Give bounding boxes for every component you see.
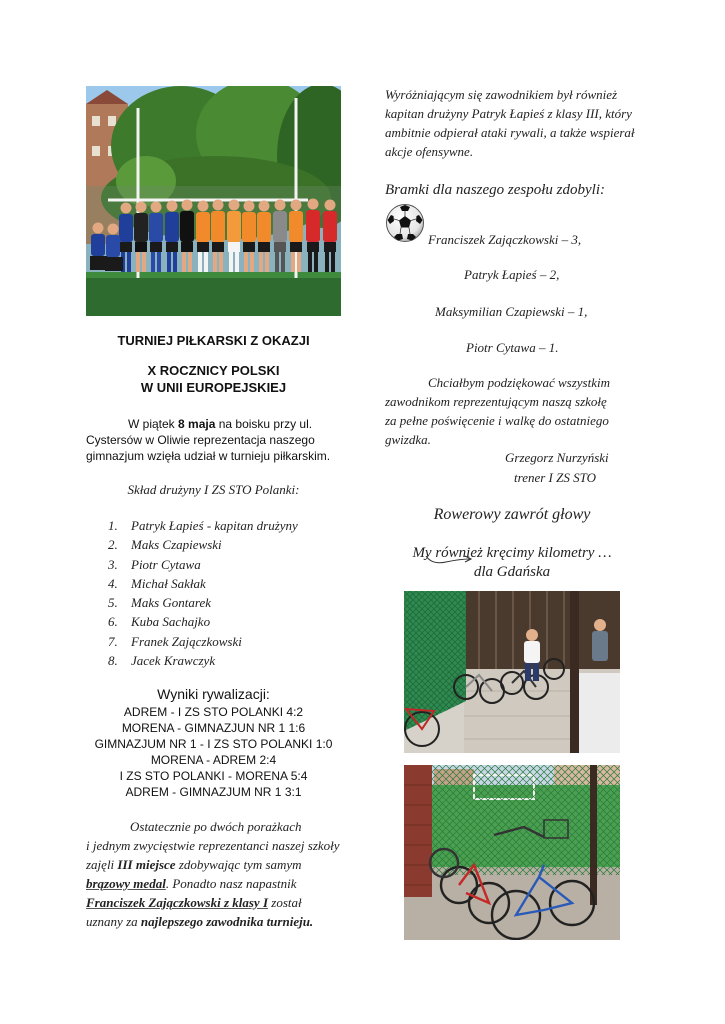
list-item <box>108 516 298 535</box>
list-item <box>108 593 298 612</box>
intro-line2: Cystersów w Oliwie reprezentacja naszego <box>86 433 315 447</box>
paragraph-line: zawodnikom reprezentującym naszą szkołę <box>385 394 607 409</box>
results-heading: Wyniki rywalizacji: <box>157 686 270 702</box>
summary-text: został <box>268 895 302 910</box>
medal-highlight: brązowy medal <box>86 876 166 891</box>
intro-line3: gimnazjum wzięła udział w turnieju piłkarskim. <box>86 449 331 463</box>
striker-highlight: Franciszek Zajączkowski z klasy I <box>86 895 269 910</box>
match-result: MORENA - GIMNAZJUN NR 1 1:6 <box>121 721 306 735</box>
article-title-line3: W UNII EUROPEJSKIEJ <box>140 380 287 395</box>
match-result: ADREM - I ZS STO POLANKI 4:2 <box>123 705 304 719</box>
list-item <box>108 574 298 593</box>
match-result: ADREM - GIMNAZJUM NR 1 3:1 <box>125 785 302 799</box>
paragraph-line: za pełne poświęcenie i walkę do ostatniego <box>385 413 609 428</box>
paragraph-line: ambitnie odpierał ataki rywali, a także wspierał <box>385 125 635 140</box>
scorer-item: Maksymilian Czapiewski – 1, <box>435 304 588 319</box>
squad-list <box>108 516 298 670</box>
match-result: I ZS STO POLANKI - MORENA 5:4 <box>119 769 308 783</box>
summary-line <box>86 855 340 874</box>
list-item <box>108 632 298 651</box>
thanks-paragraph <box>385 373 610 449</box>
paragraph-line: Wyróżniającym się zawodnikiem był również <box>385 87 618 102</box>
intro-text: W piątek <box>128 417 179 431</box>
bike-subtitle-line1: My również kręcimy kilometry … <box>412 545 612 561</box>
player-name: Franek Zajączkowski <box>131 633 242 649</box>
results-list <box>76 704 351 800</box>
player-name: Michał Sakłak <box>131 575 206 591</box>
summary-paragraph <box>86 817 340 931</box>
match-result: MORENA - ADREM 2:4 <box>150 753 277 767</box>
place-highlight: III miejsce <box>117 857 176 872</box>
list-item <box>108 535 298 554</box>
player-name: Piotr Cytawa <box>131 556 201 572</box>
team-photo <box>86 86 341 316</box>
scorer-item: Franciszek Zajączkowski – 3, <box>428 232 582 247</box>
summary-line <box>86 874 340 893</box>
intro-text: na boisku przy ul. <box>215 417 313 431</box>
summary-line: i jednym zwycięstwie reprezentanci naszej szkoły <box>86 838 340 853</box>
best-player-highlight: najlepszego zawodnika turnieju. <box>140 914 314 929</box>
summary-line: Ostatecznie po dwóch porażkach <box>130 819 302 834</box>
article-title-line2: X ROCZNICY POLSKI <box>147 363 280 378</box>
match-result: GIMNAZJUM NR 1 - I ZS STO POLANKI 1:0 <box>94 737 333 751</box>
squad-heading: Skład drużyny I ZS STO Polanki: <box>127 482 300 497</box>
bikes-photo-courtyard <box>404 591 620 753</box>
player-name: Maks Gontarek <box>131 595 212 611</box>
paragraph-line: akcje ofensywne. <box>385 144 474 159</box>
summary-text: zajęli <box>86 857 118 872</box>
summary-text: . Ponadto nasz napastnik <box>165 876 297 891</box>
intro-line1 <box>128 416 312 432</box>
intro-date: 8 maja <box>178 417 216 431</box>
arrow-doodle-icon <box>424 553 476 567</box>
paragraph-line: gwizdka. <box>385 432 431 447</box>
list-item <box>108 651 298 670</box>
scorers-heading: Bramki dla naszego zespołu zdobyli: <box>385 182 605 198</box>
soccer-ball-icon <box>385 203 425 243</box>
list-item <box>108 555 298 574</box>
signature-name: Grzegorz Nurzyński <box>505 450 609 465</box>
highlight-paragraph <box>385 85 635 161</box>
summary-line <box>86 912 340 931</box>
bike-subtitle-line2: dla Gdańska <box>473 564 551 580</box>
list-number: 1. <box>108 518 118 533</box>
list-number: 5. <box>108 595 118 611</box>
summary-line <box>86 893 340 912</box>
list-number: 8. <box>108 653 118 669</box>
article-title-line1: TURNIEJ PIŁKARSKI Z OKAZJI <box>117 333 310 348</box>
signature-role: trener I ZS STO <box>514 470 596 485</box>
player-name: Jacek Krawczyk <box>131 653 216 669</box>
list-number: 3. <box>108 556 118 572</box>
paragraph-line: kapitan drużyny Patryk Łapieś z klasy III, który <box>385 106 632 121</box>
scorer-item: Patryk Łapieś – 2, <box>464 267 560 282</box>
player-name: Kuba Sachajko <box>131 614 211 630</box>
summary-text: zdobywając tym samym <box>175 857 302 872</box>
list-number: 2. <box>108 537 118 553</box>
list-number: 4. <box>108 575 118 591</box>
list-item <box>108 612 298 631</box>
paragraph-line: Chciałbym podziękować wszystkim <box>428 375 610 390</box>
player-name: Maks Czapiewski <box>131 537 222 553</box>
adult-figure <box>592 619 608 661</box>
list-number: 6. <box>108 614 118 630</box>
bike-section-title: Rowerowy zawrót głowy <box>433 506 591 523</box>
player-name: Patryk Łapieś - kapitan drużyny <box>131 518 298 533</box>
summary-text: uznany za <box>86 914 141 929</box>
list-number: 7. <box>108 633 118 649</box>
scorer-item: Piotr Cytawa – 1. <box>466 340 559 355</box>
bikes-photo-pitch <box>404 765 620 940</box>
